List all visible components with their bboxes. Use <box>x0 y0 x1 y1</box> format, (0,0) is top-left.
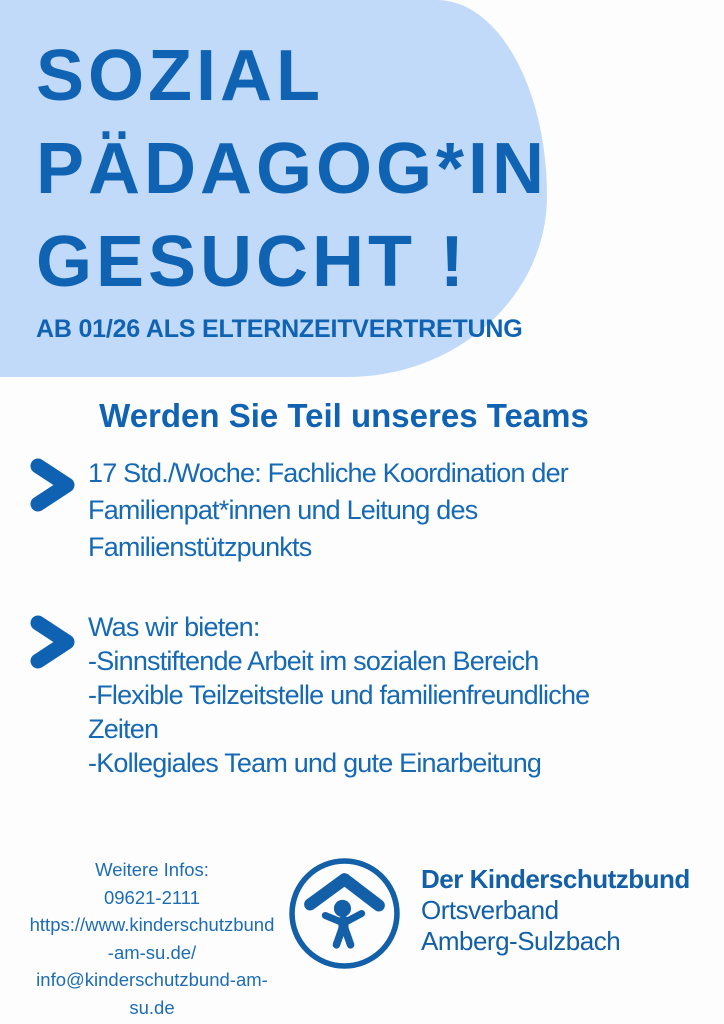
organization-name-block <box>421 864 690 957</box>
bullet-role-text <box>88 455 568 566</box>
child-under-roof-circle-icon <box>288 857 401 970</box>
hero-title-line-3: GESUCHT ! <box>36 222 468 302</box>
chevron-right-icon <box>30 458 80 512</box>
contact-info-block <box>18 856 286 1021</box>
hero-title-line-2: PÄDAGOG*IN <box>36 129 549 209</box>
contact-phone: 09621-2111 <box>103 886 200 908</box>
contact-email-line-1: info@kinderschutzbund-am- <box>36 969 268 990</box>
contact-url-line-1: https://www.kinderschutzbund <box>29 914 275 935</box>
bullet-offer-line-5: -Kollegiales Team und gute Einarbeitung <box>88 748 542 778</box>
bullet-offer-line-2: -Sinnstiftende Arbeit im sozialen Bereich <box>88 646 539 676</box>
bullet-offer <box>30 612 589 780</box>
bullet-role-line-2: Familienpat*innen und Leitung des <box>88 495 478 525</box>
organization-name: Der Kinderschutzbund <box>421 864 690 894</box>
bullet-offer-line-1: Was wir bieten: <box>88 612 260 642</box>
bullet-offer-line-4: Zeiten <box>88 714 159 744</box>
bullet-role-line-1: 17 Std./Woche: Fachliche Koordination der <box>88 458 569 488</box>
bullet-role <box>30 455 568 566</box>
section-heading: Werden Sie Teil unseres Teams <box>99 397 589 434</box>
organization-line-2: Ortsverband <box>421 895 559 925</box>
hero-subtitle: AB 01/26 ALS ELTERNZEITVERTRETUNG <box>36 315 523 343</box>
hero-title-block <box>36 30 676 342</box>
contact-url-line-2: -am-su.de/ <box>107 941 197 963</box>
organization-line-3: Amberg-Sulzbach <box>421 926 621 956</box>
bullet-offer-line-3: -Flexible Teilzeitstelle und familienfreundliche <box>88 680 590 710</box>
chevron-right-icon <box>30 615 80 669</box>
bullet-offer-text <box>88 610 589 780</box>
contact-label: Weitere Infos: <box>95 859 209 880</box>
contact-email-line-2: su.de <box>129 996 175 1018</box>
bullet-role-line-3: Familienstützpunkts <box>88 532 312 562</box>
hero-title-line-1: SOZIAL <box>36 36 324 116</box>
